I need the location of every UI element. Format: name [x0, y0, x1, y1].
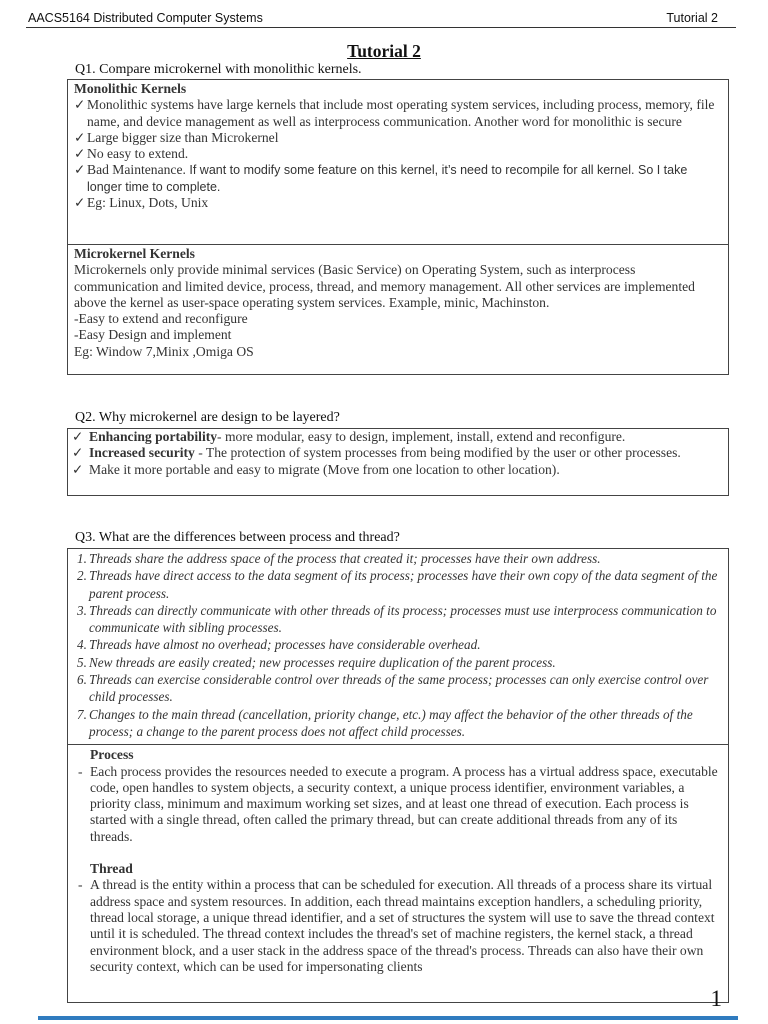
thread-text: - A thread is the entity within a process that can be scheduled for execution. All threads of a process share its virtual address space and system resources. In addition, each thread maintains exception handlers, a scheduling priority, thread local storage, a unique thread identifier, and a set of structures the system will use to save the thread context until it is scheduled. The thread context includes the thread's set of machine registers, the kernel stack, a thread environment block, and a user stack in the address space of the thread's process. Threads can also have their own security context, which can be used for impersonating clients	[78, 877, 715, 974]
microkernel-line: -Easy to extend and reconfigure	[74, 311, 248, 327]
difference-item: 3. Threads can directly communicate with other threads of its process; processes must use interprocess communication to communicate with sibling processes.	[77, 602, 717, 636]
monolithic-item: ✓ Eg: Linux, Dots, Unix	[74, 195, 209, 211]
difference-item: 1. Threads share the address space of the process that created it; processes have their own address.	[77, 551, 601, 566]
dash-bullet: -	[78, 763, 83, 779]
q2-answer-box	[67, 428, 729, 496]
difference-item: 6. Threads can exercise considerable control over threads of the same process; processes can only exercise control over child processes.	[77, 672, 709, 705]
check-icon: ✓	[72, 445, 84, 461]
header-tutorial-label: Tutorial 2	[666, 11, 718, 25]
differences-list	[68, 549, 728, 744]
question-3: Q3. What are the differences between process and thread?	[75, 530, 400, 545]
difference-item: 7. Changes to the main thread (cancellation, priority change, etc.) may affect the behavior of the other threads of the process; a change to the parent process does not affect child processes.	[77, 706, 693, 739]
check-icon: ✓	[74, 97, 86, 113]
page-title: Tutorial 2	[347, 41, 421, 61]
process-section	[68, 745, 728, 975]
monolithic-item: ✓ Large bigger size than Microkernel	[74, 129, 279, 145]
microkernel-line: -Easy Design and implement	[74, 327, 232, 343]
process-heading: Process	[90, 747, 134, 763]
check-icon: ✓	[74, 195, 86, 211]
page-number: 1	[710, 986, 722, 1011]
dash-bullet: -	[78, 877, 83, 893]
microkernel-section	[68, 245, 728, 360]
process-text: - Each process provides the resources needed to execute a program. A process has a virtual address space, executable code, open handles to system objects, a security context, a unique process identifier, environment variables, a priority class, minimum and maximum working set sizes, and at least one thread of execution. Each process is started with a single thread, often called the primary thread, but can create additional threads from any of its threads.	[78, 763, 718, 844]
check-icon: ✓	[74, 146, 86, 162]
thread-heading: Thread	[90, 861, 133, 877]
microkernel-description: Microkernels only provide minimal services (Basic Service) on Operating System, such as interprocess communication and limited device, process, thread, and memory management. All other services are implemented above the kernel as user-space operating system services. Example, minic, Machinston.	[74, 262, 695, 310]
q2-item: ✓ Make it more portable and easy to migrate (Move from one location to other location).	[72, 461, 560, 477]
q3-answer-box	[67, 548, 729, 1003]
check-icon: ✓	[72, 461, 84, 477]
course-title: AACS5164 Distributed Computer Systems	[28, 11, 263, 25]
difference-item: 5. New threads are easily created; new processes require duplication of the parent process.	[77, 654, 556, 670]
monolithic-item: ✓ Monolithic systems have large kernels that include most operating system services, including process, memory, file name, and device management as well as interprocess communication. Another word for monolithic is secure	[74, 97, 715, 129]
check-icon: ✓	[74, 162, 86, 178]
monolithic-item-bad-maintenance: ✓ Bad Maintenance. If want to modify some feature on this kernel, it’s need to recompile for all kernel. So I take longer time to complete.	[74, 162, 688, 194]
question-2: Q2. Why microkernel are design to be layered?	[75, 410, 340, 425]
check-icon: ✓	[72, 429, 84, 444]
question-1: Q1. Compare microkernel with monolithic kernels.	[75, 62, 362, 77]
footer-rule	[38, 1016, 738, 1020]
microkernel-heading: Microkernel Kernels	[74, 246, 195, 261]
monolithic-heading: Monolithic Kernels	[74, 81, 187, 96]
q2-item: ✓ Enhancing portability- more modular, easy to design, implement, install, extend and reconfigure.	[72, 429, 626, 444]
check-icon: ✓	[74, 129, 86, 145]
header-divider	[26, 27, 736, 28]
difference-item: 4. Threads have almost no overhead; processes have considerable overhead.	[77, 637, 481, 653]
monolithic-section	[68, 80, 728, 244]
microkernel-line: Eg: Window 7,Minix ,Omiga OS	[74, 343, 254, 359]
monolithic-item: ✓ No easy to extend.	[74, 146, 189, 162]
q2-item: ✓ Increased security - The protection of system processes from being modified by the user or other processes.	[72, 445, 681, 461]
page-header	[28, 11, 732, 26]
q1-answer-box	[67, 79, 729, 375]
difference-item: 2. Threads have direct access to the data segment of its process; processes have their own copy of the data segment of the parent process.	[77, 568, 718, 601]
